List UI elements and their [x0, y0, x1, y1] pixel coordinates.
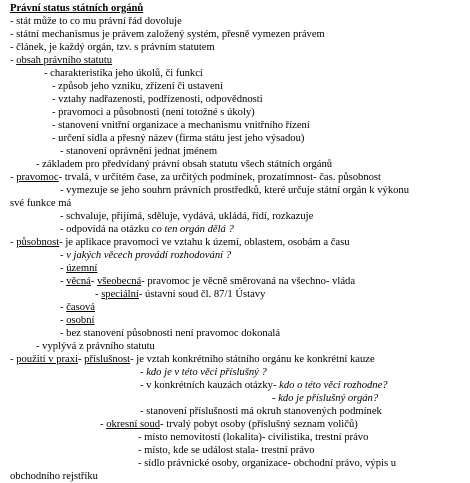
list-item: - pravomoci a působnosti (není totožné s úkoly): [52, 107, 255, 118]
list-item: [140, 366, 267, 379]
section-heading: [10, 353, 375, 366]
heading-underlined: příslušnost: [84, 354, 131, 365]
heading-text: - je vztah konkrétního státního orgánu ke konkrétní kauze: [130, 354, 375, 365]
text-line: - stát může to co mu právní řád dovoluje: [10, 16, 182, 27]
list-item: [60, 314, 94, 327]
bullet-dash: -: [10, 237, 17, 248]
item-underlined: časová: [66, 302, 96, 313]
item-italic: kdo je příslušný orgán?: [278, 393, 379, 404]
item-text: - pravomoc je věcně směrovaná na všechno- vláda: [141, 276, 356, 287]
section-heading: [10, 171, 381, 184]
text-line: obchodního rejstříku: [10, 471, 98, 482]
list-item: [60, 275, 355, 288]
section-heading: [10, 236, 350, 249]
text-line: - základem pro předvídaný právní obsah statutu všech státních orgánů: [36, 159, 333, 170]
heading-underlined: obsah právního statutu: [16, 55, 113, 66]
item-underlined: věcná: [66, 276, 91, 287]
text-line: - vyplývá z právního statutu: [36, 341, 155, 352]
text-line: - vymezuje se jeho souhrn právních prostředků, které určuje státní orgán k výkonu: [60, 185, 410, 196]
bullet-dash: -: [95, 289, 102, 300]
list-item: [60, 301, 95, 314]
list-item: [140, 379, 388, 392]
text-line: - článek, je každý orgán, tzv. s právním statutem: [10, 42, 215, 53]
item-text: - odpovídá na otázku: [60, 224, 152, 235]
bullet-dash: -: [60, 276, 67, 287]
bullet-dash: -: [10, 55, 17, 66]
list-item: - způsob jeho vzniku, zřízení či ustavení: [52, 81, 223, 92]
bullet-dash: -: [60, 302, 67, 313]
bullet-dash: -: [272, 393, 279, 404]
heading-underlined: působnost: [16, 237, 60, 248]
list-item: - místo, kde se událost stala- trestní právo: [138, 445, 315, 456]
item-underlined: speciální: [101, 289, 139, 300]
item-text: - ústavní soud čl. 87/1 Ústavy: [138, 289, 266, 300]
list-item: - charakteristika jeho úkolů, či funkcí: [44, 68, 203, 79]
bullet-dash: -: [60, 315, 67, 326]
item-underlined: okresní soud: [106, 419, 161, 430]
list-item: [100, 418, 358, 431]
item-italic: co ten orgán dělá ?: [151, 224, 234, 235]
heading-text: -: [77, 354, 85, 365]
list-item: - vztahy nadřazenosti, podřízenosti, odpovědnosti: [52, 94, 263, 105]
bullet-dash: -: [100, 419, 107, 430]
item-underlined: všeobecná: [97, 276, 142, 287]
item-underlined: osobní: [66, 315, 95, 326]
list-item: - určení sídla a přesný název (firma státu jest jeho výsadou): [52, 133, 305, 144]
list-item: - místo nemovitostí (lokalita)- civilistika, trestní právo: [138, 432, 369, 443]
item-italic: v jakých věcech provádí rozhodování ?: [66, 250, 232, 261]
list-item: [272, 392, 378, 405]
list-item: [60, 249, 231, 262]
bullet-dash: -: [60, 263, 67, 274]
heading-underlined: pravomoc: [16, 172, 59, 183]
list-item: - sídlo právnické osoby, organizace- obchodní právo, výpis u: [138, 458, 397, 469]
section-heading: [10, 54, 112, 67]
list-item: - stanovení vnitřní organizace a mechanismu vnitřního řízení: [52, 120, 310, 131]
bullet-dash: -: [10, 172, 17, 183]
document-title: Právní status státních orgánů: [10, 3, 144, 14]
item-text: -: [90, 276, 98, 287]
list-item: - stanovení příslušnosti má okruh stanovených podmínek: [140, 406, 382, 417]
item-italic: kdo je v této věci příslušný ?: [146, 367, 267, 378]
list-item: [60, 262, 97, 275]
list-item: [60, 223, 234, 236]
item-italic: kdo o této věci rozhodne?: [279, 380, 388, 391]
heading-text: - trvalá, v určitém čase, za určitých podmínek, prozatímnost- čas. působnost: [58, 172, 381, 183]
heading-text: - je aplikace pravomoci ve vztahu k území, oblastem, osobám a času: [59, 237, 350, 248]
heading-underlined: použití v praxi: [16, 354, 78, 365]
bullet-dash: -: [140, 367, 147, 378]
item-underlined: územní: [66, 263, 98, 274]
item-text: - trvalý pobyt osoby (příslušný seznam voličů): [160, 419, 358, 430]
text-line: - státní mechanismus je právem založený systém, přesně vymezen právem: [10, 29, 325, 40]
text-line: své funkce má: [10, 198, 72, 209]
list-item: - stanovení oprávnění jednat jménem: [60, 146, 218, 157]
list-item: - schvaluje, přijímá, sděluje, vydává, ukládá, řídí, rozkazuje: [60, 211, 314, 222]
bullet-dash: -: [60, 250, 67, 261]
item-text: - v konkrétních kauzách otázky-: [140, 380, 280, 391]
list-item: - bez stanovení působnosti není pravomoc dokonalá: [60, 328, 281, 339]
bullet-dash: -: [10, 354, 17, 365]
list-item: [95, 288, 265, 301]
